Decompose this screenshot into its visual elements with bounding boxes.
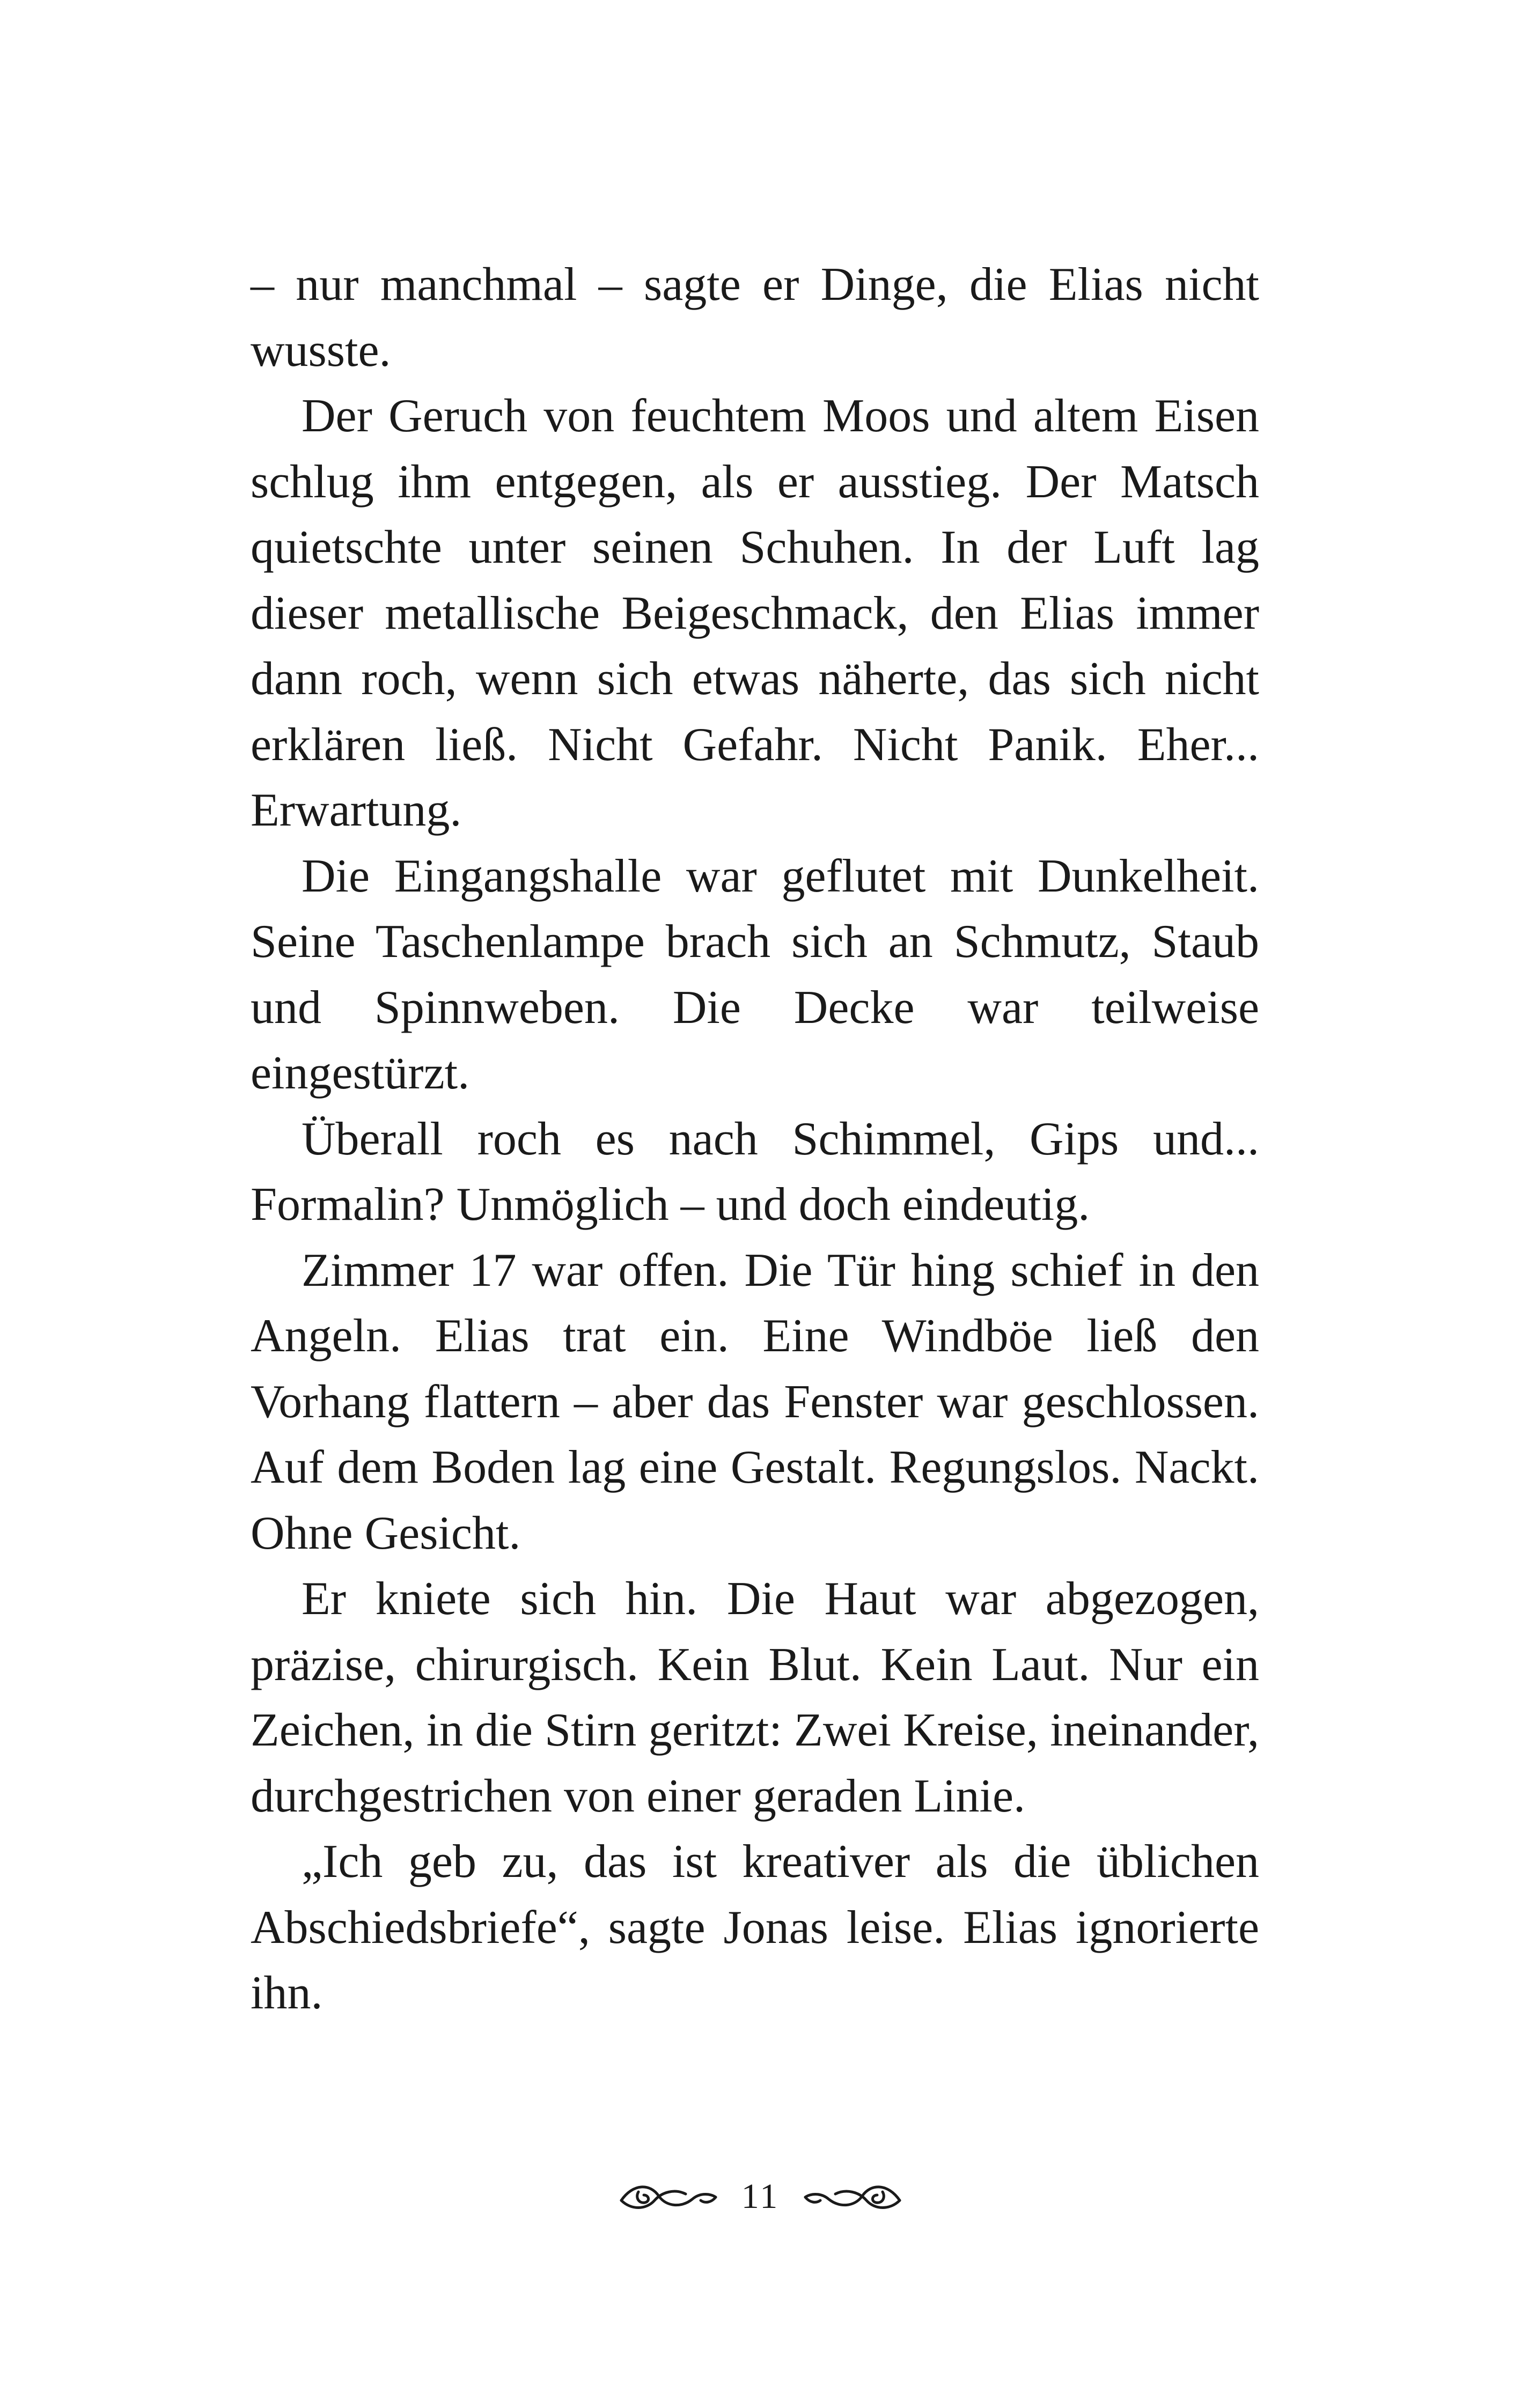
flourish-icon: [802, 2173, 904, 2221]
body-text: [251, 252, 1259, 2027]
paragraph-1: – nur manchmal – sagte er Dinge, die Elias nicht wusste.: [251, 259, 1259, 377]
paragraph-7: „Ich geb zu, das ist kreativer als die üblichen Abschiedsbriefe“, sagte Jonas leise. Elias ignorierte ihn.: [251, 1836, 1259, 2019]
paragraph-6: Er kniete sich hin. Die Haut war abgezogen, präzise, chirurgisch. Kein Blut. Kein Laut. Nur ein Zeichen, in die Stirn geritzt: Zwei Kreise, ineinander, durchgestrichen von einer geraden Linie.: [251, 1573, 1259, 1822]
page-number: 11: [741, 2177, 780, 2216]
paragraph-3: Die Eingangshalle war geflutet mit Dunkelheit. Seine Taschenlampe brach sich an Schmutz, Staub und Spinnweben. Die Decke war teilweise eingestürzt.: [251, 850, 1259, 1099]
page-footer: [0, 2164, 1521, 2229]
flourish-icon: [617, 2173, 719, 2221]
paragraph-4: Überall roch es nach Schimmel, Gips und... Formalin? Unmöglich – und doch eindeutig.: [251, 1113, 1259, 1231]
paragraph-2: Der Geruch von feuchtem Moos und altem Eisen schlug ihm entgegen, als er ausstieg. Der Matsch quietschte unter seinen Schuhen. In der Luft lag dieser metallische Beigeschmack, den Elias immer dann roch, wenn sich etwas näherte, das sich nicht erklären ließ. Nicht Gefahr. Nicht Panik. Eher... Erwartung.: [251, 390, 1259, 836]
paragraph-5: Zimmer 17 war offen. Die Tür hing schief in den Angeln. Elias trat ein. Eine Windböe ließ den Vorhang flattern – aber das Fenster war geschlossen. Auf dem Boden lag eine Gestalt. Regungslos. Nackt. Ohne Gesicht.: [251, 1244, 1259, 1559]
